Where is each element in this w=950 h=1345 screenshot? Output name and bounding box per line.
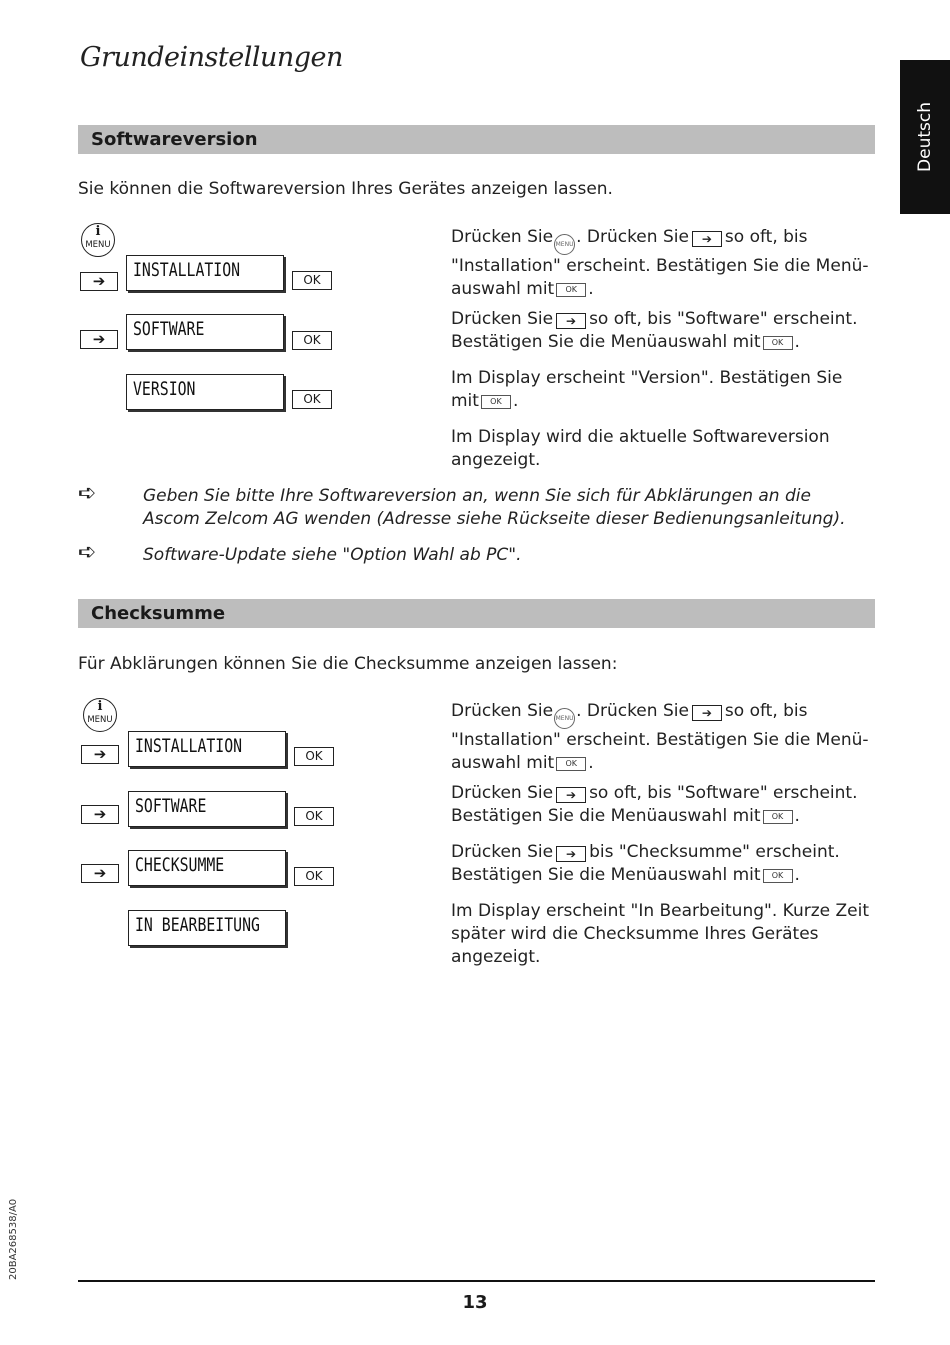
- menu-key-icon: MENU: [554, 708, 575, 729]
- footer-divider: [78, 1280, 875, 1282]
- arrow-key-icon: ➔: [80, 272, 118, 291]
- lcd-text: VERSION: [133, 378, 196, 400]
- ok-key-icon: OK: [481, 395, 511, 409]
- arrow-key-icon: ➔: [692, 231, 722, 247]
- menu-key-label: MENU: [85, 240, 111, 250]
- section-heading-softwareversion: [78, 125, 875, 154]
- lcd-display: [128, 850, 286, 886]
- ok-key-icon: OK: [292, 271, 332, 290]
- lcd-display: [126, 374, 284, 410]
- ok-key-icon: OK: [556, 757, 586, 771]
- note-text: Geben Sie bitte Ihre Softwareversion an, wenn Sie sich für Abklärungen an die Ascom Zelcom AG wenden (Adresse siehe Rückseite dieser Bedienungsanleitung).: [143, 486, 846, 529]
- lcd-display: [128, 910, 286, 946]
- arrow-key-icon: ➔: [556, 787, 586, 803]
- section-heading-checksumme: [78, 599, 875, 628]
- arrow-key-icon: ➔: [80, 330, 118, 349]
- language-tab-label: Deutsch: [915, 102, 935, 172]
- document-code: 20BA268538/A0: [8, 1198, 19, 1280]
- page-title: Grundeinstellungen: [80, 42, 343, 73]
- note-text: Software-Update siehe "Option Wahl ab PC".: [143, 545, 522, 565]
- arrow-key-icon: ➔: [556, 846, 586, 862]
- instruction-step: Drücken Sie MENU . Drücken Sie ➔ so oft, bis "Installation" erscheint. Bestätigen Sie die Menüauswahl mit OK .: [451, 701, 869, 773]
- arrow-key-icon: ➔: [81, 745, 119, 764]
- ok-key-icon: OK: [294, 747, 334, 766]
- lcd-display: [126, 314, 284, 350]
- lcd-display: [128, 791, 286, 827]
- menu-key-i: i: [95, 224, 101, 239]
- note-hand-icon: ➪: [78, 481, 97, 506]
- ok-key-icon: OK: [292, 331, 332, 350]
- ok-key-icon: OK: [294, 867, 334, 886]
- instruction-step: Drücken Sie ➔ so oft, bis "Software" erscheint. Bestätigen Sie die Menüauswahl mit OK .: [451, 783, 858, 826]
- instruction-step: Im Display erscheint "In Bearbeitung". Kurze Zeit später wird die Checksumme Ihres Gerätes angezeigt.: [451, 901, 869, 967]
- section-heading-text: Checksumme: [91, 603, 226, 624]
- instruction-step: Drücken Sie ➔ bis "Checksumme" erscheint. Bestätigen Sie die Menüauswahl mit OK .: [451, 842, 840, 885]
- section-intro: Sie können die Softwareversion Ihres Gerätes anzeigen lassen.: [78, 179, 613, 199]
- ok-key-icon: OK: [763, 810, 793, 824]
- menu-key-icon: [81, 223, 115, 257]
- ok-key-icon: OK: [763, 336, 793, 350]
- lcd-text: INSTALLATION: [133, 259, 241, 281]
- instruction-step: Drücken Sie ➔ so oft, bis "Software" erscheint. Bestätigen Sie die Menüauswahl mit OK .: [451, 309, 858, 352]
- ok-key-icon: OK: [294, 807, 334, 826]
- ok-key-icon: OK: [763, 869, 793, 883]
- arrow-key-icon: ➔: [81, 805, 119, 824]
- arrow-key-icon: ➔: [692, 705, 722, 721]
- lcd-display: [128, 731, 286, 767]
- ok-key-icon: OK: [292, 390, 332, 409]
- instruction-step: Im Display wird die aktuelle Softwareversion angezeigt.: [451, 427, 830, 470]
- section-heading-text: Softwareversion: [91, 129, 258, 150]
- section-intro: Für Abklärungen können Sie die Checksumme anzeigen lassen:: [78, 654, 618, 674]
- instruction-step: Drücken Sie MENU . Drücken Sie ➔ so oft, bis "Installation" erscheint. Bestätigen Sie die Menüauswahl mit OK .: [451, 227, 869, 299]
- lcd-text: CHECKSUMME: [135, 854, 225, 876]
- page-number: 13: [462, 1292, 488, 1313]
- instruction-step: Im Display erscheint "Version". Bestätigen Sie mit OK .: [451, 368, 843, 411]
- ok-key-icon: OK: [556, 283, 586, 297]
- menu-key-i: i: [97, 699, 103, 714]
- arrow-key-icon: ➔: [556, 313, 586, 329]
- lcd-text: SOFTWARE: [133, 318, 205, 340]
- lcd-text: INSTALLATION: [135, 735, 243, 757]
- menu-key-icon: [83, 698, 117, 732]
- note-hand-icon: ➪: [78, 540, 97, 565]
- lcd-display: [126, 255, 284, 291]
- language-tab: [900, 60, 950, 214]
- lcd-text: SOFTWARE: [135, 795, 207, 817]
- lcd-text: IN BEARBEITUNG: [135, 914, 260, 936]
- menu-key-icon: MENU: [554, 234, 575, 255]
- menu-key-label: MENU: [87, 715, 113, 725]
- arrow-key-icon: ➔: [81, 864, 119, 883]
